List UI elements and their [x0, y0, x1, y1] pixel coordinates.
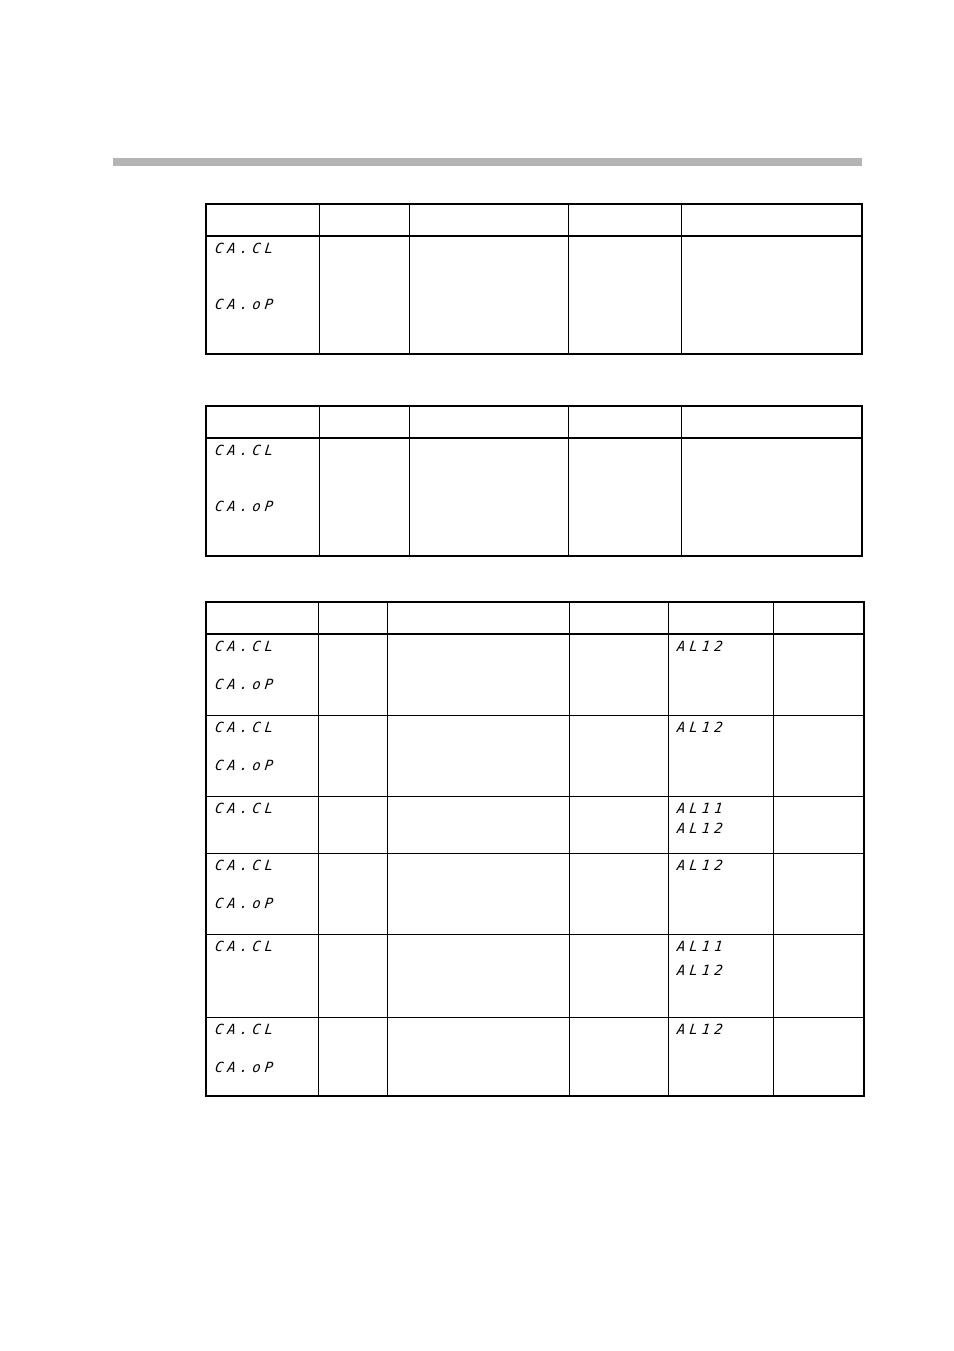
alarm-cell — [668, 1018, 773, 1097]
table-cell — [318, 935, 387, 1018]
header-cell — [681, 204, 862, 236]
code-cell — [206, 935, 318, 1018]
code-cell — [206, 797, 318, 854]
code-cell — [206, 716, 318, 797]
header-cell — [206, 406, 319, 438]
table-row — [206, 854, 864, 935]
table-cell — [318, 1018, 387, 1097]
alarm-cell — [668, 716, 773, 797]
code-cell — [206, 236, 319, 354]
header-cell — [569, 602, 668, 634]
table-cell — [569, 1018, 668, 1097]
table-cell — [387, 716, 569, 797]
table-row — [206, 634, 864, 716]
table-row — [206, 935, 864, 1018]
header-cell — [773, 602, 864, 634]
segment-code-closed: CA.CL — [214, 858, 278, 874]
code-cell — [206, 854, 318, 935]
header-cell — [387, 602, 569, 634]
table-cell — [318, 797, 387, 854]
segment-alarm-code: AL12 — [675, 858, 728, 874]
code-cell — [206, 634, 318, 716]
table-cell — [773, 634, 864, 716]
table-cell — [387, 935, 569, 1018]
header-cell — [206, 204, 319, 236]
table-row — [206, 1018, 864, 1097]
header-cell — [206, 602, 318, 634]
segment-code-closed: CA.CL — [214, 801, 278, 817]
table-header-row — [206, 602, 864, 634]
table-cell — [387, 854, 569, 935]
parameter-table-3 — [205, 601, 865, 1097]
header-cell — [319, 406, 409, 438]
header-cell — [409, 406, 568, 438]
table-cell — [319, 236, 409, 354]
segment-alarm-code: AL12 — [675, 720, 728, 736]
table-row — [206, 438, 862, 556]
table-row — [206, 236, 862, 354]
alarm-cell — [668, 854, 773, 935]
segment-code-open: CA.oP — [214, 758, 278, 774]
table-cell — [568, 236, 681, 354]
table-cell — [569, 854, 668, 935]
table-cell — [681, 438, 862, 556]
table-cell — [681, 236, 862, 354]
segment-alarm-code: AL12 — [675, 639, 728, 655]
header-cell — [319, 204, 409, 236]
segment-alarm-code: AL11 — [675, 801, 728, 817]
segment-code-closed: CA.CL — [214, 720, 278, 736]
segment-code-open: CA.oP — [214, 297, 278, 313]
segment-code-closed: CA.CL — [214, 443, 278, 459]
header-cell — [668, 602, 773, 634]
table-cell — [318, 854, 387, 935]
segment-code-closed: CA.CL — [214, 1022, 278, 1038]
table-cell — [569, 716, 668, 797]
segment-code-open: CA.oP — [214, 1060, 278, 1076]
alarm-cell — [668, 797, 773, 854]
table-cell — [773, 935, 864, 1018]
segment-code-closed: CA.CL — [214, 939, 278, 955]
segment-alarm-code: AL12 — [675, 821, 728, 837]
table-cell — [773, 1018, 864, 1097]
table-cell — [318, 716, 387, 797]
table-cell — [773, 797, 864, 854]
code-cell — [206, 438, 319, 556]
table-cell — [773, 854, 864, 935]
table-cell — [773, 716, 864, 797]
table-cell — [387, 797, 569, 854]
table-cell — [387, 1018, 569, 1097]
table-header-row — [206, 406, 862, 438]
segment-alarm-code: AL12 — [675, 1022, 728, 1038]
header-cell — [568, 406, 681, 438]
header-cell — [409, 204, 568, 236]
table-cell — [409, 236, 568, 354]
table-header-row — [206, 204, 862, 236]
table-row — [206, 797, 864, 854]
table-cell — [387, 634, 569, 716]
segment-alarm-code: AL12 — [675, 963, 728, 979]
table-cell — [569, 634, 668, 716]
segment-code-closed: CA.CL — [214, 639, 278, 655]
code-cell — [206, 1018, 318, 1097]
table-cell — [569, 935, 668, 1018]
segment-code-open: CA.oP — [214, 896, 278, 912]
header-cell — [681, 406, 862, 438]
table-cell — [318, 634, 387, 716]
header-cell — [568, 204, 681, 236]
table-cell — [569, 797, 668, 854]
segment-code-open: CA.oP — [214, 499, 278, 515]
table-row — [206, 716, 864, 797]
parameter-table-1 — [205, 203, 863, 355]
header-rule — [113, 158, 862, 166]
parameter-table-2 — [205, 405, 863, 557]
table-cell — [409, 438, 568, 556]
alarm-cell — [668, 935, 773, 1018]
alarm-cell — [668, 634, 773, 716]
table-cell — [568, 438, 681, 556]
segment-code-closed: CA.CL — [214, 241, 278, 257]
segment-alarm-code: AL11 — [675, 939, 728, 955]
table-cell — [319, 438, 409, 556]
header-cell — [318, 602, 387, 634]
segment-code-open: CA.oP — [214, 677, 278, 693]
